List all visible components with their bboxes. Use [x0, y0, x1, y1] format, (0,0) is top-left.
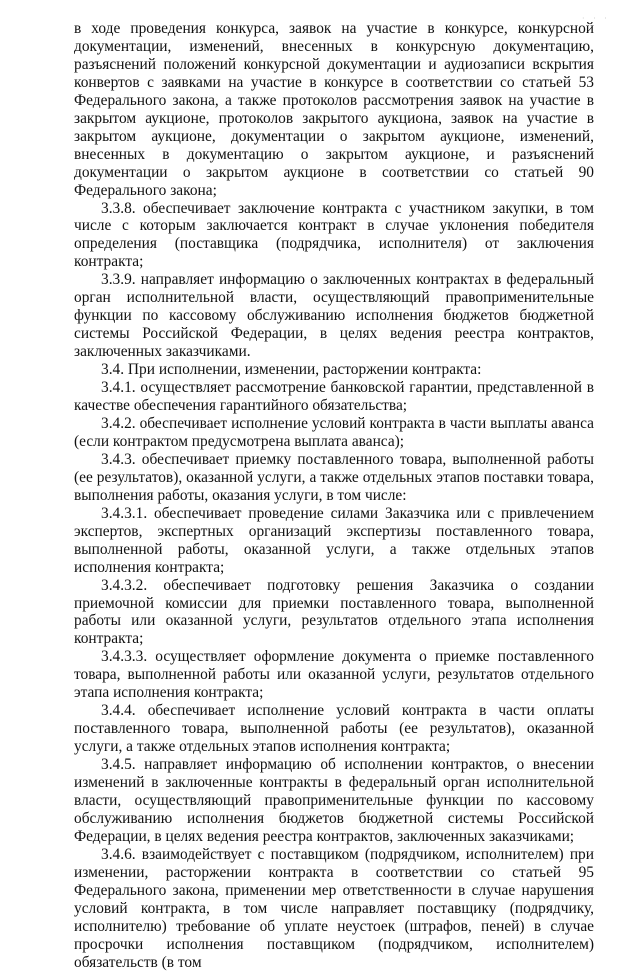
paragraph-3-4-5: 3.4.5. направляет информацию об исполнении контрактов, о внесении изменений в заключенные контракты в федеральный орган исполнительной власти, осуществляющий правоприменительные функции по кассовому обслуживанию исполнения бюджетов бюджетной системы Российской Федерации, в целях ведения реестра контрактов, заключенных заказчиками; [74, 756, 594, 845]
scan-artifact: · · · [582, 14, 610, 23]
paragraph-3-4: 3.4. При исполнении, изменении, расторжении контракта: [101, 361, 482, 379]
paragraph-3-3-9: 3.3.9. направляет информацию о заключенных контрактах в федеральный орган исполнительной власти, осуществляющий правоприменительные функции по кассовому обслуживанию исполнения бюджетов бюджетной системы Российской Федерации, в целях ведения реестра контрактов, заключенных заказчиками. [74, 271, 594, 361]
paragraph-3-4-3-1: 3.4.3.1. обеспечивает проведение силами Заказчика или с привлечением экспертов, экспертных организаций экспертизы поставленного товара, выполненной работы, оказанной услуги, а также отдельных этапов исполнения контракта; [74, 504, 594, 576]
paragraph-3-4-4: 3.4.4. обеспечивает исполнение условий контракта в части оплаты поставленного товара, выполненной работы (ее результатов), оказанной услуги, а также отдельных этапов исполнения контракта; [74, 702, 594, 756]
paragraph-3-4-3-3: 3.4.3.3. осуществляет оформление документа о приемке поставленного товара, выполненной работы или оказанной услуги, результатов отдельного этапа исполнения контракта; [74, 648, 594, 702]
paragraph-continuation: в ходе проведения конкурса, заявок на участие в конкурсе, конкурсной документации, изменений, внесенных в конкурсную документацию, разъяснений положений конкурсной документации и аудиозаписи вскрытия конвертов с заявками на участие в конкурсе в соответствии со статьей 53 Федерального закона, а также протоколов рассмотрения заявок на участие в закрытом аукционе, протоколов закрытого аукциона, заявок на участие в закрытом аукционе, документации о закрытом аукционе, изменений, внесенных в документацию о закрытом аукционе, и разъяснений документации о закрытом аукционе в соответствии со статьей 90 Федерального закона; [74, 20, 594, 199]
paragraph-3-4-2: 3.4.2. обеспечивает исполнение условий контракта в части выплаты аванса (если контрактом предусмотрена выплата аванса); [74, 414, 594, 450]
paragraph-3-4-3-2: 3.4.3.2. обеспечивает подготовку решения Заказчика о создании приемочной комиссии для приемки поставленного товара, выполненной работы или оказанной услуги, результатов отдельного этапа исполнения контракта; [74, 576, 594, 648]
document-page [74, 20, 594, 972]
paragraph-3-4-3: 3.4.3. обеспечивает приемку поставленного товара, выполненной работы (ее результатов), оказанной услуги, а также отдельных этапов поставки товара, выполнения работы, оказания услуги, в том числе: [74, 450, 594, 504]
paragraph-3-3-8: 3.3.8. обеспечивает заключение контракта с участником закупки, в том числе с которым заключается контракт в случае уклонения победителя определения (поставщика (подрядчика, исполнителя) от заключения контракта; [74, 199, 594, 271]
paragraph-3-4-6: 3.4.6. взаимодействует с поставщиком (подрядчиком, исполнителем) при изменении, расторжении контракта в соответствии со статьей 95 Федерального закона, применении мер ответственности в случае нарушения условий контракта, в том числе направляет поставщику (подрядчику, исполнителю) требование об уплате неустоек (штрафов, пеней) в случае просрочки исполнения поставщиком (подрядчиком, исполнителем) обязательств (в том [74, 845, 594, 971]
paragraph-3-4-1: 3.4.1. осуществляет рассмотрение банковской гарантии, представленной в качестве обеспечения гарантийного обязательства; [74, 379, 594, 415]
